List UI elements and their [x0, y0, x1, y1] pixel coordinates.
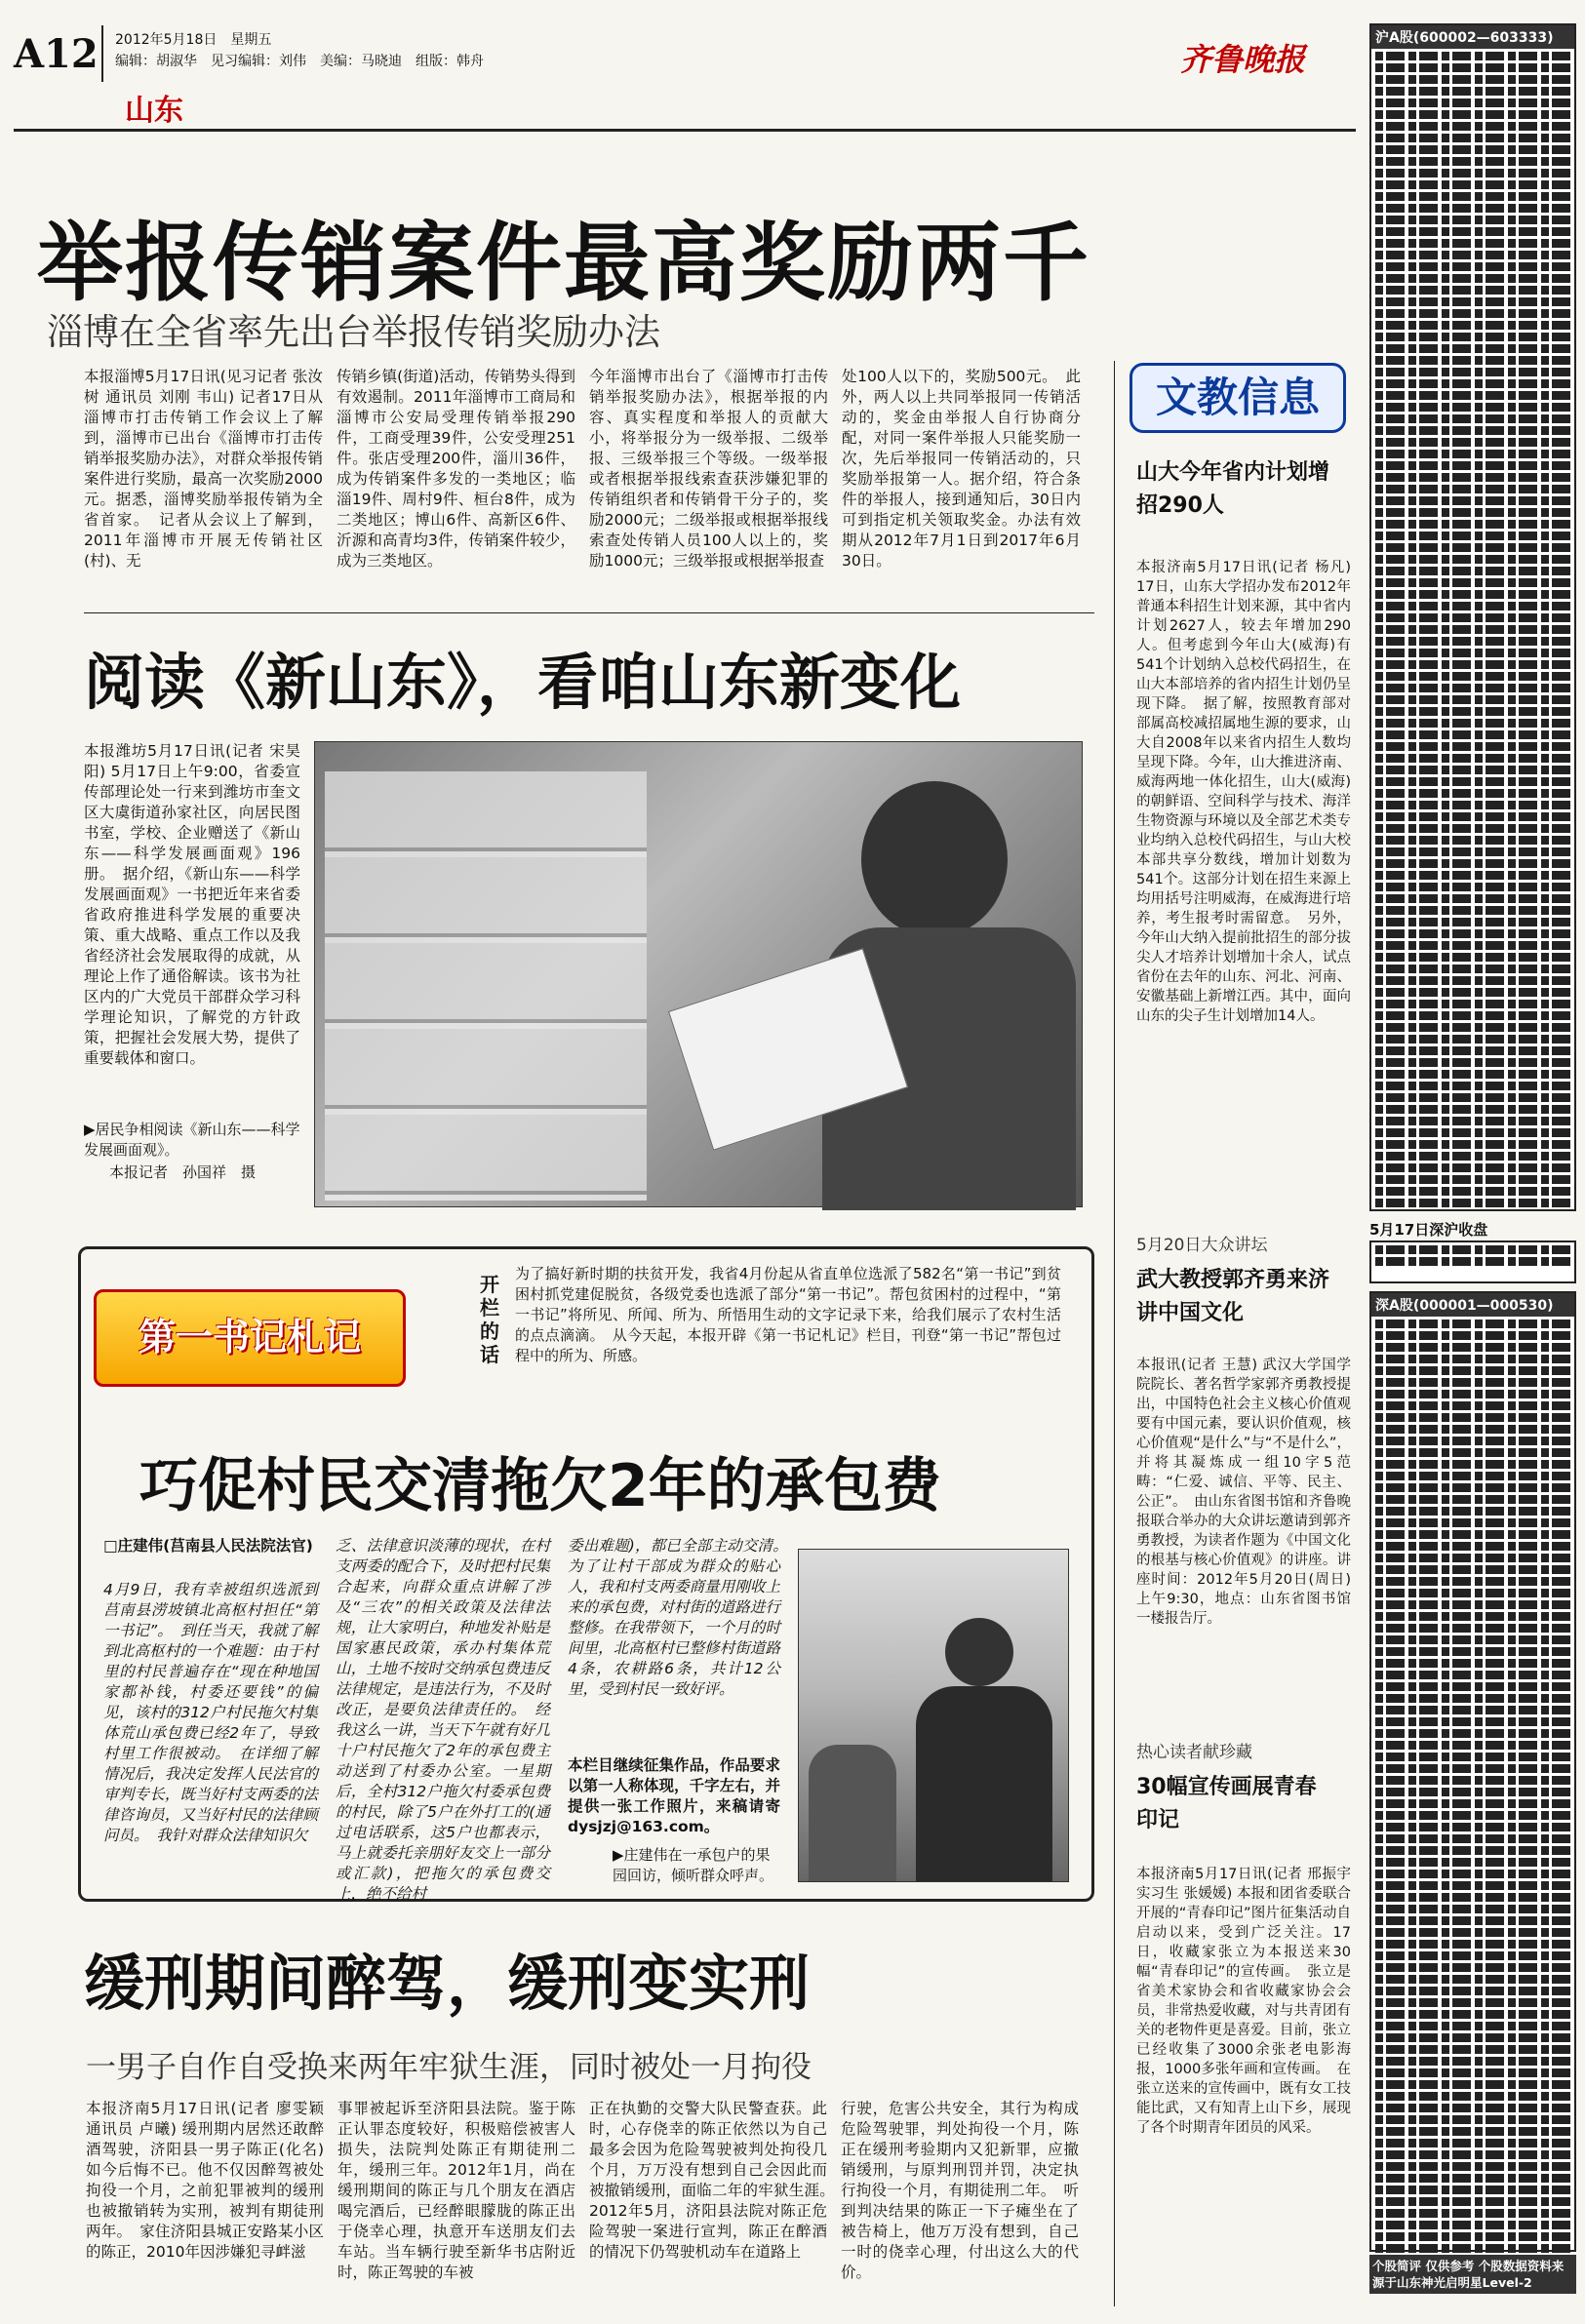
stock-row [1375, 2115, 1570, 2124]
article3-col1: 4月9日，我有幸被组织选派到莒南县涝坡镇北高枢村担任“第一书记”。 到任当天，我就了解到北高枢村的一个难题：由于村里的村民普遍存在“现在种地国家都补钱，村委还要钱”的偏见，该村的312户村民拖欠村集体荒山承包费已经2年了，导致村里工作很被动。 在详细了解情况后，我决定发挥人民法官的审判专长，既当好村支两委的法律咨询员，又当好村民的法律顾问员。 我针对群众法律知识欠 [103, 1581, 318, 1844]
stock-row [1375, 262, 1570, 271]
stock-row [1375, 356, 1570, 365]
stock-row [1375, 368, 1570, 376]
stock-row [1375, 2150, 1570, 2159]
stock-row [1375, 766, 1570, 774]
stock-row [1375, 1163, 1570, 1172]
stock-row [1375, 227, 1570, 236]
stock-row [1375, 75, 1570, 84]
stock-row [1375, 1199, 1570, 1207]
stock-row [1375, 660, 1570, 669]
stock-row [1375, 134, 1570, 142]
stock-row [1375, 1589, 1570, 1597]
stock-row [1375, 649, 1570, 657]
stock-sh-header: 沪A股(600002—603333) [1371, 25, 1574, 49]
stock-row [1375, 754, 1570, 763]
stock-table-sz [1369, 1291, 1576, 2252]
stock-row [1375, 2068, 1570, 2077]
stock-row [1375, 1542, 1570, 1551]
stock-row [1375, 2045, 1570, 2054]
stock-row [1375, 1682, 1570, 1691]
sidebar-news3-tag: 热心读者献珍藏 [1136, 1743, 1252, 1762]
article4-subhead: 一男子自作自受换来两年牢狱生涯，同时被处一月拘役 [86, 2050, 812, 2085]
stock-row [1375, 1070, 1570, 1079]
stock-row [1375, 426, 1570, 435]
stock-row [1375, 1495, 1570, 1504]
stock-row [1375, 2080, 1570, 2089]
stock-row [1375, 239, 1570, 248]
stock-row [1375, 532, 1570, 540]
stock-row [1375, 1518, 1570, 1527]
stock-row [1375, 695, 1570, 704]
stock-row [1375, 1928, 1570, 1937]
stock-row [1375, 1530, 1570, 1539]
page-number: A12 [14, 31, 99, 77]
stock-row [1375, 485, 1570, 493]
stock-row [1375, 1600, 1570, 1609]
stock-row [1375, 1987, 1570, 1995]
article1-headline: 举报传销案件最高奖励两千 [37, 213, 1091, 313]
stock-row [1375, 274, 1570, 283]
stock-row [1375, 1612, 1570, 1621]
stock-row [1375, 216, 1570, 224]
article1-col2: 传销乡镇(街道)活动，传销势头得到有效遏制。2011年淄博市工商局和淄博市公安局受理传销举报290件，工商受理39件，公安受理251件。张店受理200件，淄川36件，成为传销案件多发的一类地区；临淄19件、周村9件、桓台8件，成为二类地区；博山6件、高新区6件、沂源和高青均3件，传销案件较少，成为三类地区。 [337, 368, 575, 570]
stock-row [1375, 344, 1570, 353]
header-divider-v [101, 25, 103, 82]
stock-row [1375, 192, 1570, 201]
stock-row [1375, 1046, 1570, 1055]
stock-row [1375, 1140, 1570, 1149]
stock-row [1375, 871, 1570, 880]
stock-row [1375, 2209, 1570, 2218]
stock-row [1375, 847, 1570, 856]
stock-row [1375, 122, 1570, 131]
stock-row [1375, 461, 1570, 470]
article1-col3: 今年淄博市出台了《淄博市打击传销举报奖励办法》，根据举报的内容、真实程度和举报人的贡献大小，将举报分为一级举报、二级举报、三级举报三个等级。一级举报或者根据举报线索查获涉嫌犯罪的传销组织者和传销骨干分子的，奖励2000元；二级举报或根据举报线索查处传销人员100人以上的，奖励1000元；三级举报或根据举报查 [589, 368, 828, 570]
stock-row [1375, 883, 1570, 891]
article1-col4: 处100人以下的，奖励500元。 此外，两人以上共同举报同一传销活动的，奖金由举报人自行协商分配，对同一案件举报人只能奖励一次，先后举报同一传销活动的，只奖励举报第一人。据介绍，符合条件的举报人，接到通知后，30日内可到指定机关领取奖金。办法有效期从2012年7月1日到2017年6月30日。 [842, 368, 1081, 570]
stock-row [1375, 730, 1570, 739]
stock-row [1375, 1577, 1570, 1586]
stock-row [1375, 98, 1570, 107]
stock-row [1375, 1448, 1570, 1457]
stock-row [1375, 1390, 1570, 1398]
stock-row [1375, 812, 1570, 821]
stock-row [1375, 953, 1570, 962]
stock-row [1375, 1729, 1570, 1738]
stock-row [1375, 1846, 1570, 1855]
stock-row [1375, 286, 1570, 295]
sidebar-news1-body: 本报济南5月17日讯(记者 杨凡) 17日，山东大学招办发布2012年普通本科招生计划来源，其中省内计划2627人，较去年增加290人。但考虑到今年山大(威海)有541个计划纳入总校代码招生，在山大本部培养的省内招生计划仍呈现下降。 据了解，按照教育部对部属高校减招属地生源的要求，山大自2008年以来省内招生人数均呈现下降。今年，山大推进济南、威海两地一体化招生，山大(威海)的朝鲜语、空间科学与技术、海洋生物资源与环境以及全部艺术类专业均纳入总校代码招生，与山大校本部共享分数线，增加计划数为541个。这部分计划在招生来源上均用括号注明威海，在威海进行培养，考生报考时需留意。 另外，今年山大纳入提前批招生的部分拔尖人才培养计划增加十余人，试点省份在去年的山东、河北、河南、安徽基础上新增江西。其中，面向山东的尖子生计划增加14人。 [1136, 560, 1351, 1024]
stock-row [1375, 1483, 1570, 1492]
stock-row [1375, 1058, 1570, 1067]
stock-row [1375, 403, 1570, 412]
article3-call-for-entries: 本栏目继续征集作品，作品要求以第一人称体现，千字左右，并提供一张工作照片，来稿请寄dysjzj@163.com。 [568, 1756, 780, 1835]
article4-col4: 行驶，危害公共安全，其行为构成危险驾驶罪，判处拘役一个月，陈正在缓刑考验期内又犯新罪，应撤销缓刑，与原判刑罚并罚，决定执行拘役一个月，有期徒刑二年。 听到判决结果的陈正一下子瘫坐在了被告椅上，他万万没有想到，自己一时的侥幸心理，付出这么大的代价。 [841, 2100, 1079, 2281]
article3-col2: 乏、法律意识淡薄的现状，在村支两委的配合下，及时把村民集合起来，向群众重点讲解了涉及“三农”的相关政策及法律法规，让大家明白，种地发补贴是国家惠民政策，承办村集体荒山，土地不按时交纳承包费违反法律规定，是违法行为，不及时改正，是要负法律责任的。 经我这么一讲，当天下午就有好几十户村民拖欠了2年的承包费主动送到了村委办公室。一星期后，全村312户拖欠村委承包费的村民，除了5户在外打工的(通过电话联系，这5户也都表示，马上就委托亲朋好友交上一部分或汇款)，把拖欠的承包费交上，绝不给村 [336, 1537, 550, 1903]
stock-row [1375, 1776, 1570, 1785]
article2-photographer: 本报记者 孙国祥 摄 [109, 1163, 257, 1181]
stock-row [1375, 2221, 1570, 2229]
sidebar-divider [1114, 361, 1115, 2306]
stock-row [1375, 1425, 1570, 1434]
stock-row [1375, 2244, 1570, 2253]
stock-row [1375, 438, 1570, 447]
stock-row [1375, 1320, 1570, 1328]
stock-row [1375, 1858, 1570, 1867]
stock-row [1375, 613, 1570, 622]
stock-row [1375, 1355, 1570, 1363]
stock-row [1375, 1565, 1570, 1574]
stock-row [1375, 555, 1570, 564]
stock-row [1375, 1378, 1570, 1387]
stock-row [1375, 1366, 1570, 1375]
stock-row [1375, 2057, 1570, 2066]
newspaper-logo: 齐鲁晚报 [1180, 41, 1306, 78]
article2-headline: 阅读《新山东》，看咱山东新变化 [84, 647, 962, 718]
stock-row [1375, 87, 1570, 96]
stock-row [1375, 450, 1570, 458]
stock-row [1375, 1000, 1570, 1008]
stock-row [1375, 1916, 1570, 1925]
article3-photo-orchard [798, 1549, 1069, 1882]
stock-row [1375, 590, 1570, 599]
stock-row [1375, 508, 1570, 517]
stock-row [1375, 63, 1570, 72]
stock-row [1375, 1093, 1570, 1102]
article2-body: 本报潍坊5月17日讯(记者 宋昊阳) 5月17日上午9:00，省委宣传部理论处一行来到潍坊市奎文区大虞街道孙家社区，向居民图书室，学校、企业赠送了《新山东——科学发展画面观》196册。 据介绍，《新山东——科学发展画面观》一书把近年来省委省政府推进科学发展的重要决策、重大战略、重点工作以及我省经济社会发展取得的成就，从理论上作了通俗解读。该书为社区内的广大党员干部群众学习科学理论知识，了解党的方针政策，把握社会发展大势，提供了重要载体和窗口。 [84, 742, 300, 1067]
stock-row [1375, 1940, 1570, 1949]
stock-row [1375, 929, 1570, 938]
stock-row [1375, 2232, 1570, 2241]
stock-row [1375, 707, 1570, 716]
stock-row [1375, 1811, 1570, 1820]
stock-row [1375, 824, 1570, 833]
stock-row [1375, 672, 1570, 681]
stock-row [1375, 789, 1570, 798]
stock-row [1375, 157, 1570, 166]
stock-row [1375, 379, 1570, 388]
stock-row [1375, 1187, 1570, 1196]
stock-row [1375, 2104, 1570, 2112]
stock-row [1375, 1011, 1570, 1020]
article1-subhead: 淄博在全省率先出台举报传销奖励办法 [47, 311, 660, 353]
sidebar-news1-headline: 山大今年省内计划增招290人 [1136, 460, 1330, 518]
stock-row [1375, 1963, 1570, 1972]
stock-row [1375, 1788, 1570, 1796]
stock-row [1375, 1624, 1570, 1633]
stock-row [1375, 1117, 1570, 1125]
stock-row [1375, 145, 1570, 154]
stock-row [1375, 1893, 1570, 1902]
sidebar-news2-headline: 武大教授郭齐勇来济讲中国文化 [1136, 1268, 1330, 1325]
stock-row [1375, 496, 1570, 505]
article4-headline: 缓刑期间醉驾，缓刑变实刑 [84, 1948, 811, 2019]
stock-row [1375, 1870, 1570, 1878]
stock-row [1375, 520, 1570, 529]
stock-row [1375, 719, 1570, 728]
stock-row [1375, 1717, 1570, 1726]
stock-row [1375, 906, 1570, 915]
stock-row [1375, 2186, 1570, 2194]
column-intro: 为了搞好新时期的扶贫开发，我省4月份起从省直单位选派了582名“第一书记”到贫困村抓党建促脱贫，各级党委也选派了部分“第一书记”。帮包贫困村的过程中，“第一书记”将所见、所闻、所为、所悟用生动的文字记录下来，给我们展示了农村生活的点点滴滴。 从今天起，本报开辟《第一书记札记》栏目，刊登“第一书记”帮包过程中的所为、所感。 [515, 1265, 1061, 1364]
stock-row [1375, 2092, 1570, 2101]
stock-row [1375, 1437, 1570, 1445]
sidebar-news2-tag: 5月20日大众讲坛 [1136, 1236, 1268, 1255]
stock-row [1375, 321, 1570, 330]
stock-summary [1369, 1241, 1576, 1283]
article3-headline: 巧促村民交清拖欠2年的承包费 [139, 1452, 941, 1520]
stock-row [1375, 859, 1570, 868]
stock-row [1375, 2174, 1570, 2183]
rule-1 [84, 612, 1094, 613]
stock-close-label: 5月17日深沪收盘 [1369, 1221, 1488, 1239]
stock-row [1375, 1152, 1570, 1161]
stock-row [1375, 1554, 1570, 1562]
editor-credits: 编辑：胡淑华 见习编辑：刘伟 美编：马晓迪 组版：韩舟 [115, 54, 484, 69]
article1-col1: 本报淄博5月17日讯(见习记者 张汝树 通讯员 刘刚 韦山) 记者17日从淄博市打击传销工作会议上了解到，淄博市已出台《淄博市打击传销举报奖励办法》，对群众举报传销案件进行奖励，最高一次奖励2000元。据悉，淄博奖励举报传销为全省首家。 记者从会议上了解到，2011年淄博市开展无传销社区(村)、无 [84, 368, 323, 570]
stock-table-sh [1369, 23, 1576, 1211]
sidebar-logo: 文教信息 [1129, 363, 1346, 433]
article3-caption: ▶庄建伟在一承包户的果园回访，倾听群众呼声。 [613, 1846, 774, 1884]
stock-row [1375, 180, 1570, 189]
stock-row [1375, 1105, 1570, 1114]
column-badge: 第一书记札记 [94, 1289, 406, 1387]
stock-row [1375, 2162, 1570, 2171]
stock-row [1375, 1799, 1570, 1808]
stock-row [1375, 204, 1570, 213]
stock-row [1375, 1823, 1570, 1832]
article3-col3: 委出难题)，都已全部主动交清。 为了让村干部成为群众的贴心人，我和村支两委商量用刚收上来的承包费，对村街的道路进行整修。在我带领下，一个月的时间里，北高枢村已整修村街道路4条，农耕路6条，共计12公里，受到村民一致好评。 [568, 1537, 796, 1698]
stock-row [1375, 1998, 1570, 2007]
stock-row [1375, 988, 1570, 997]
stock-row [1375, 567, 1570, 575]
stock-row [1375, 1671, 1570, 1679]
column-opening-tag: 开栏的话 [480, 1273, 499, 1366]
stock-row [1375, 309, 1570, 318]
stock-row [1375, 637, 1570, 646]
article4-col1: 本报济南5月17日讯(记者 廖雯颖 通讯员 卢曦) 缓刑期内居然还敢醉酒驾驶，济阳县一男子陈正(化名)如今后悔不已。他不仅因醉驾被处拘役一个月，之前犯罪被判的缓刑也被撤销转为实刑，被判有期徒刑两年。 家住济阳县城正安路某小区的陈正，2010年因涉嫌犯寻衅滋 [86, 2100, 324, 2261]
stock-row [1375, 1343, 1570, 1352]
stock-row [1375, 1694, 1570, 1703]
stock-row [1375, 1881, 1570, 1890]
stock-row [1375, 941, 1570, 950]
stock-sz-header: 深A股(000001—000530) [1371, 1293, 1574, 1317]
article2-photo-reading [314, 741, 1083, 1207]
stock-row [1375, 836, 1570, 845]
stock-row [1375, 1834, 1570, 1843]
stock-row [1375, 1035, 1570, 1044]
stock-row [1375, 2022, 1570, 2030]
stock-row [1375, 391, 1570, 400]
stock-row [1375, 2197, 1570, 2206]
stock-footer: 个股简评 仅供参考 个股数据资料来源于山东神光启明星Level-2 [1369, 2255, 1576, 2294]
stock-row [1375, 965, 1570, 973]
stock-row [1375, 473, 1570, 482]
stock-row [1375, 1128, 1570, 1137]
stock-row [1375, 169, 1570, 177]
stock-row [1375, 110, 1570, 119]
stock-row [1375, 1706, 1570, 1714]
stock-row [1375, 1175, 1570, 1184]
article4-col3: 正在执勤的交警大队民警查获。此时，心存侥幸的陈正依然以为自己最多会因为危险驾驶被判处拘役几个月，万万没有想到自己会因此而被撤销缓刑，面临二年的牢狱生涯。 2012年5月，济阳县法院对陈正危险驾驶一案进行宣判，陈正在醉酒的情况下仍驾驶机动车在道路上 [589, 2100, 843, 2261]
stock-row [1375, 801, 1570, 809]
stock-row [1375, 1472, 1570, 1480]
stock-row [1375, 414, 1570, 423]
header-rule [14, 129, 1356, 132]
stock-row [1375, 333, 1570, 341]
stock-row [1375, 742, 1570, 751]
stock-row [1375, 894, 1570, 903]
stock-row [1375, 52, 1570, 60]
stock-row [1375, 2139, 1570, 2147]
stock-row [1375, 976, 1570, 985]
stock-row [1375, 2010, 1570, 2019]
stock-row [1375, 251, 1570, 259]
stock-row [1375, 684, 1570, 692]
article3-author: □庄建伟(莒南县人民法院法官) [103, 1537, 313, 1555]
stock-row [1375, 1401, 1570, 1410]
stock-row [1375, 297, 1570, 306]
stock-row [1375, 918, 1570, 926]
stock-row [1375, 1905, 1570, 1913]
stock-row [1375, 578, 1570, 587]
stock-row [1375, 1764, 1570, 1773]
stock-row [1375, 625, 1570, 634]
stock-row [1375, 1331, 1570, 1340]
stock-row [1375, 1741, 1570, 1750]
stock-row [1375, 1635, 1570, 1644]
stock-row [1375, 1507, 1570, 1516]
stock-row [1375, 2127, 1570, 2136]
stock-row [1375, 1647, 1570, 1656]
stock-row [1375, 543, 1570, 552]
stock-row [1375, 1975, 1570, 1984]
article2-caption: ▶居民争相阅读《新山东——科学发展画面观》。 [84, 1121, 300, 1159]
sidebar-news3-headline: 30幅宣传画展青春印记 [1136, 1775, 1317, 1832]
stock-row [1375, 1951, 1570, 1960]
stock-row [1375, 1753, 1570, 1761]
stock-row [1375, 1082, 1570, 1090]
stock-row [1375, 777, 1570, 786]
stock-row [1375, 602, 1570, 611]
issue-date: 2012年5月18日 星期五 [115, 32, 272, 48]
section-name: 山东 [125, 94, 183, 128]
article4-col2: 事罪被起诉至济阳县法院。鉴于陈正认罪态度较好，积极赔偿被害人损失，法院判处陈正有期徒刑二年，缓刑三年。2012年1月，尚在缓刑期间的陈正与几个朋友在酒店喝完酒后，已经醉眼朦胧的陈正出于侥幸心理，执意开车送朋友们去车站。当车辆行驶至新华书店附近时，陈正驾驶的车被 [337, 2100, 575, 2281]
stock-row [1375, 1460, 1570, 1469]
stock-row [1375, 1659, 1570, 1668]
sidebar-news3-body: 本报济南5月17日讯(记者 邢振宇 实习生 张媛媛) 本报和团省委联合开展的“青春印记”图片征集活动自启动以来，受到广泛关注。17日，收藏家张立为本报送来30幅“青春印记”的宣传画。 张立是省美术家协会和省收藏家协会会员，非常热爱收藏，对与共青团有关的老物件更是喜爱。目前，张立已经收集了3000余张老电影海报，1000多张年画和宣传画。 在张立送来的宣传画中，既有女工技能比武，又有知青上山下乡，展现了各个时期青年团员的风采。 [1136, 1867, 1351, 2136]
stock-row [1375, 1413, 1570, 1422]
stock-row [1375, 1023, 1570, 1032]
sidebar-news2-body: 本报讯(记者 王慧) 武汉大学国学院院长、著名哲学家郭齐勇教授提出，中国特色社会主义核心价值观要有中国元素，要认识价值观，核心价值观“是什么”与“不是什么”，并将其凝炼成一组10字5范畴：“仁爱、诚信、平等、民主、公正”。 由山东省图书馆和齐鲁晚报联合举办的大众讲坛邀请到郭齐勇教授，为读者作题为《中国文化的根基与核心价值观》的讲座。讲座时间：2012年5月20日(周日)上午9:30，地点：山东省图书馆一楼报告厅。 [1136, 1358, 1351, 1627]
stock-row [1375, 2033, 1570, 2042]
